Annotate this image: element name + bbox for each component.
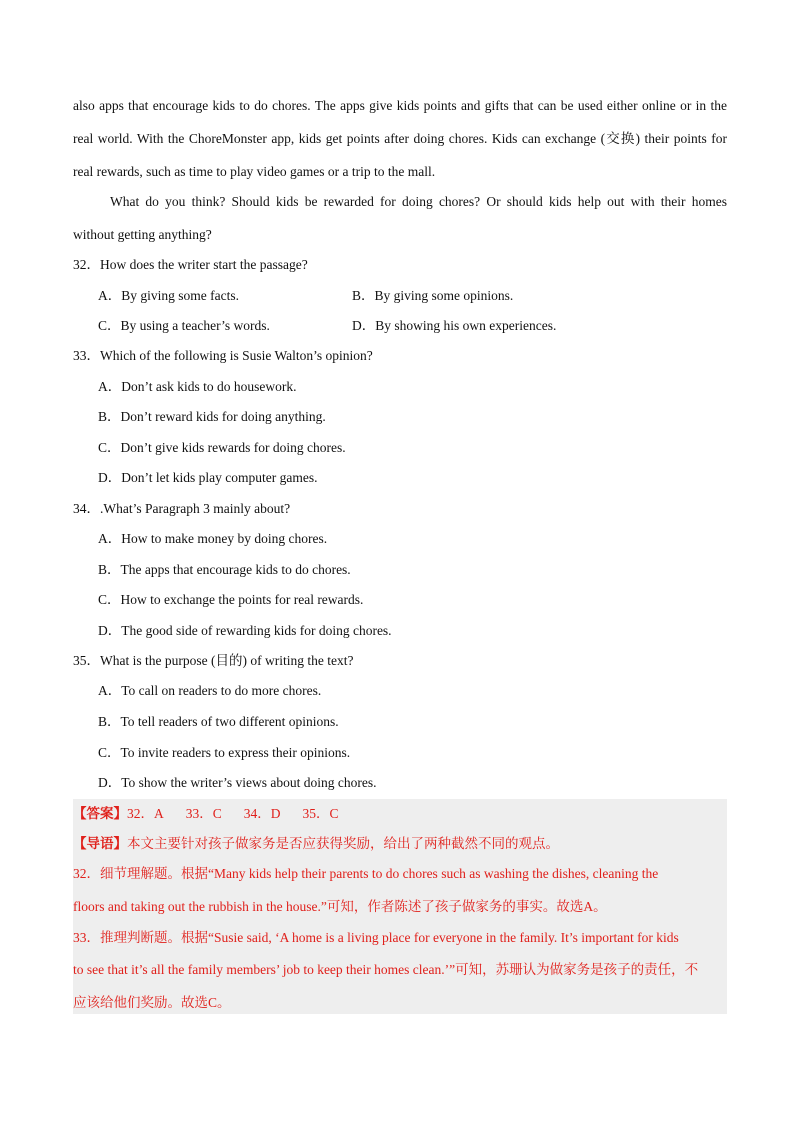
option-b: B．To tell readers of two different opinions. [98,714,339,729]
option-c: C．How to exchange the points for real rewards. [98,592,364,607]
passage-line: What do you think? Should kids be rewarded for doing chores? Or should kids help out with their homes [110,194,727,209]
guide-line [73,836,727,852]
passage-line: without getting anything? [73,227,212,242]
option-a: A．Don’t ask kids to do housework. [98,379,297,394]
answer-item: 34．D [243,806,281,821]
guide-tag: 【导语】 [73,836,127,851]
guide-text: 本文主要针对孩子做家务是否应获得奖励，给出了两种截然不同的观点。 [127,836,559,851]
option-b: B．By giving some opinions. [352,288,514,303]
answer-item: 33．C [185,806,222,821]
option-c: C．By using a teacher’s words. [98,318,270,333]
option-a: A．By giving some facts. [98,288,239,303]
explanation-line: 33．推理判断题。根据“Susie said, ‘A home is a living place for everyone in the family. It’s important for kids [73,930,679,945]
question-stem: 35．What is the purpose (目的) of writing the text? [73,653,354,668]
answer-line [73,806,727,822]
answer-item: 35．C [302,806,339,821]
question-stem: 32．How does the writer start the passage? [73,257,308,272]
option-d: D．By showing his own experiences. [352,318,557,333]
option-d: D．To show the writer’s views about doing chores. [98,775,377,790]
option-c: C．Don’t give kids rewards for doing chores. [98,440,346,455]
option-d: D．The good side of rewarding kids for doing chores. [98,623,392,638]
passage-line: real world. With the ChoreMonster app, kids get points after doing chores. Kids can exchange (交换) their points for [73,131,727,146]
option-b: B．Don’t reward kids for doing anything. [98,409,326,424]
question-stem: 34．.What’s Paragraph 3 mainly about? [73,501,291,516]
passage-line: real rewards, such as time to play video games or a trip to the mall. [73,164,436,179]
explanation-line: 32．细节理解题。根据“Many kids help their parents to do chores such as washing the dishes, cleaning the [73,866,659,881]
explanation-line: 应该给他们奖励。故选C。 [73,995,231,1010]
option-d: D．Don’t let kids play computer games. [98,470,318,485]
answer-item: 32．A [127,806,164,821]
answer-tag: 【答案】 [73,806,127,821]
option-a: A．To call on readers to do more chores. [98,683,322,698]
explanation-line: to see that it’s all the family members’ job to keep their homes clean.’”可知，苏珊认为做家务是孩子的责任，不 [73,962,699,977]
option-c: C．To invite readers to express their opinions. [98,745,351,760]
option-b: B．The apps that encourage kids to do chores. [98,562,351,577]
explanation-line: floors and taking out the rubbish in the house.”可知，作者陈述了孩子做家务的事实。故选A。 [73,899,607,914]
option-a: A．How to make money by doing chores. [98,531,328,546]
question-stem: 33．Which of the following is Susie Walton’s opinion? [73,348,373,363]
passage-line: also apps that encourage kids to do chores. The apps give kids points and gifts that can be used either online or in the [73,98,727,113]
